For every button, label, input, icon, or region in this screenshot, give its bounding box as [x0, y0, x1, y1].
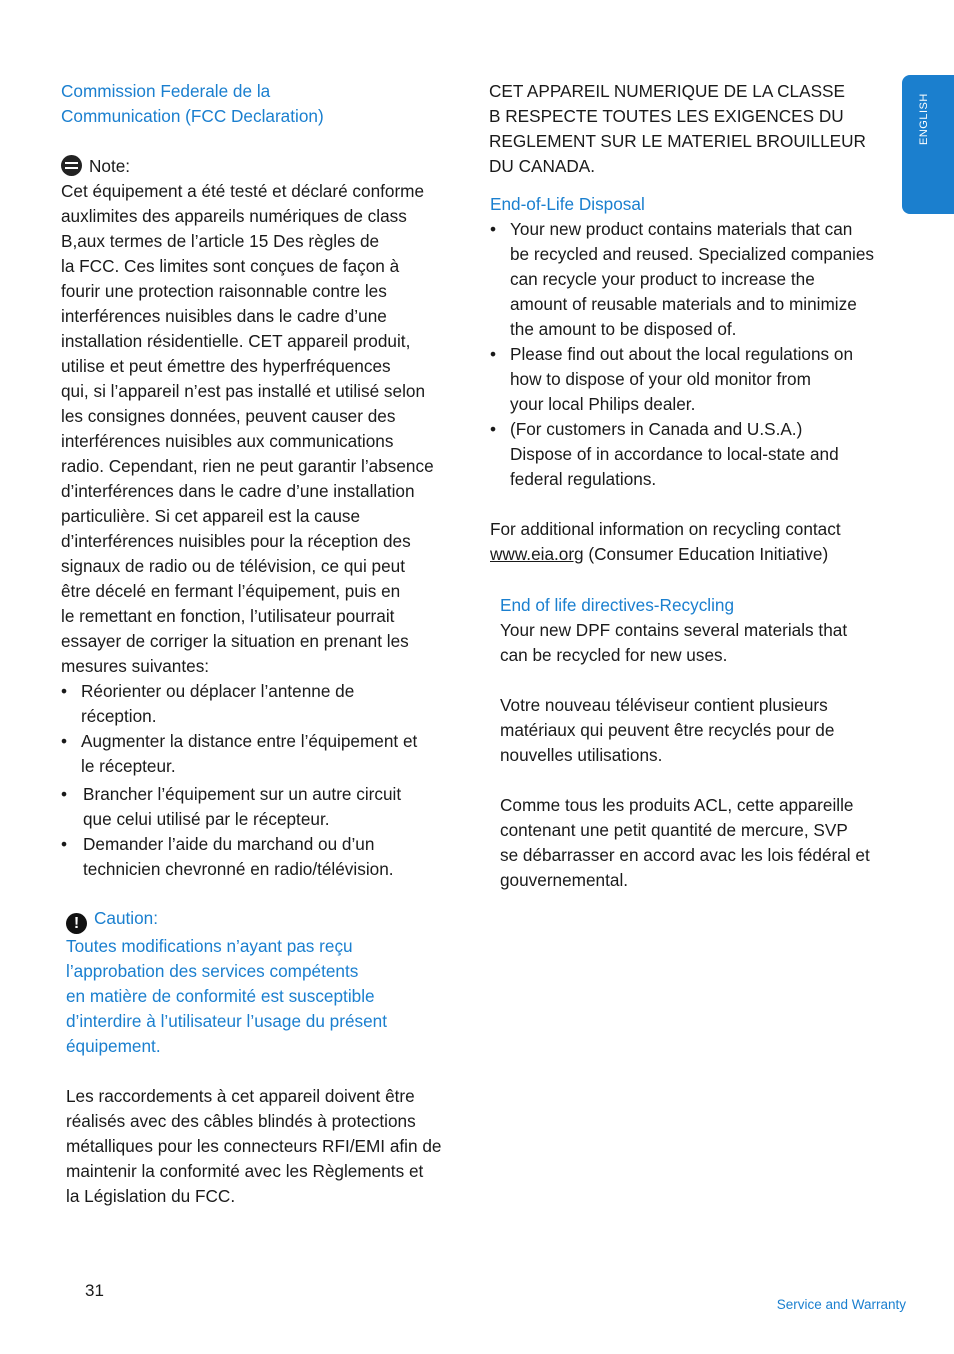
exclamation-icon: ! [66, 913, 87, 934]
footer-section-label: Service and Warranty [776, 1297, 906, 1312]
info-link-line [490, 542, 900, 567]
page-number: 31 [85, 1281, 104, 1300]
recycling-heading: End of life directives-Recycling [500, 595, 735, 615]
caution-label: Caution: [94, 908, 159, 928]
note-line: Cet équipement a été testé et déclaré conforme [61, 181, 425, 201]
note-line: les consignes données, peuvent causer des [61, 406, 396, 426]
list-item: • Your new product contains materials that can be recycled and reused. Specialized companies can recycle your product to increase the amount of reusable materials and to minimize the amount to be disposed of. [490, 219, 875, 339]
recycle-fr-line: Votre nouveau téléviseur contient plusieurs [500, 695, 828, 715]
recycle-en-line: Your new DPF contains several materials that [500, 620, 848, 640]
note-line: d’interférences nuisibles pour la réception des [61, 531, 411, 551]
info-rest: (Consumer Education Initiative) [583, 544, 829, 564]
note-icon [61, 155, 82, 176]
canada-line: B RESPECTE TOUTES LES EXIGENCES DU [489, 106, 844, 126]
note-line: fourir une protection raisonnable contre les [61, 281, 387, 301]
eol-heading: End-of-Life Disposal [490, 194, 645, 214]
recycle-fr-line: matériaux qui peuvent être recyclés pour de [500, 720, 835, 740]
note-line: installation résidentielle. CET appareil produit, [61, 331, 411, 351]
note-line: mesures suivantes: [61, 656, 210, 676]
recycling-block [500, 593, 910, 893]
note-line: B,aux termes de l’article 15 Des règles de [61, 231, 380, 251]
caution-block [66, 906, 486, 1209]
note-line: auxlimites des appareils numériques de class [61, 206, 407, 226]
note-line: le remettant en fonction, l’utilisateur pourrait [61, 606, 395, 626]
note-line: essayer de corriger la situation en prenant les [61, 631, 409, 651]
recycle-acl-line: Comme tous les produits ACL, cette appareille [500, 795, 854, 815]
caution-line: en matière de conformité est susceptible [66, 986, 375, 1006]
list-item: • Brancher l’équipement sur un autre circuit que celui utilisé par le récepteur. [61, 784, 402, 829]
cable-line: la Législation du FCC. [66, 1186, 236, 1206]
recycle-en-line: can be recycled for new uses. [500, 645, 728, 665]
fcc-heading-line-2: Communication (FCC Declaration) [61, 106, 324, 126]
list-item: • (For customers in Canada and U.S.A.) Dispose of in accordance to local-state and federal regulations. [490, 419, 839, 489]
note-line: signaux de radio ou de télévision, ce qui peut [61, 556, 405, 576]
info-line: For additional information on recycling contact [490, 519, 841, 539]
note-line: être décelé en fermant l’équipement, puis en [61, 581, 401, 601]
list-item: • Demander l’aide du marchand ou d’un technicien chevronné en radio/télévision. [61, 834, 394, 879]
eol-block [490, 192, 900, 567]
cable-line: réalisés avec des câbles blindés à protections [66, 1111, 416, 1131]
canada-line: REGLEMENT SUR LE MATERIEL BROUILLEUR [489, 131, 866, 151]
note-line: interférences nuisibles aux communications [61, 431, 394, 451]
left-column [61, 79, 481, 882]
note-header [61, 154, 481, 179]
caution-header [66, 906, 486, 934]
caution-line: Toutes modifications n’ayant pas reçu [66, 936, 353, 956]
caution-line: l’approbation des services compétents [66, 961, 359, 981]
note-line: la FCC. Ces limites sont conçues de façon à [61, 256, 400, 276]
language-tab-label: ENGLISH [918, 93, 930, 145]
note-line: d’interférences dans le cadre d’une installation [61, 481, 415, 501]
eia-link[interactable]: www.eia.org [490, 544, 584, 564]
canada-line: DU CANADA. [489, 156, 596, 176]
fcc-measures-list [61, 679, 481, 882]
note-label: Note: [89, 156, 131, 176]
note-line: qui, si l’appareil n’est pas installé et utilisé selon [61, 381, 426, 401]
note-line: interférences nuisibles dans le cadre d’une [61, 306, 387, 326]
list-item: • Augmenter la distance entre l’équipement et le récepteur. [61, 731, 418, 776]
recycle-acl-line: contenant une petit quantité de mercure, SVP [500, 820, 848, 840]
note-line: utilise et peut émettre des hyperfréquences [61, 356, 391, 376]
caution-line: équipement. [66, 1036, 161, 1056]
list-item: • Réorienter ou déplacer l’antenne de réception. [61, 681, 355, 726]
cable-line: métalliques pour les connecteurs RFI/EMI afin de [66, 1136, 442, 1156]
note-line: radio. Cependant, rien ne peut garantir l’absence [61, 456, 434, 476]
caution-line: d’interdire à l’utilisateur l’usage du présent [66, 1011, 388, 1031]
recycle-acl-line: se débarrasser en accord avac les lois fédéral et [500, 845, 870, 865]
fcc-heading-line-1: Commission Federale de la [61, 81, 271, 101]
canada-block [489, 79, 899, 179]
note-body [61, 179, 481, 679]
language-tab [902, 75, 954, 214]
cable-line: maintenir la conformité avec les Règlements et [66, 1161, 424, 1181]
recycle-fr-line: nouvelles utilisations. [500, 745, 663, 765]
cable-line: Les raccordements à cet appareil doivent être [66, 1086, 415, 1106]
note-line: particulière. Si cet appareil est la cause [61, 506, 361, 526]
recycle-acl-line: gouvernemental. [500, 870, 629, 890]
cable-paragraph [66, 1084, 486, 1209]
canada-line: CET APPAREIL NUMERIQUE DE LA CLASSE [489, 81, 845, 101]
list-item: • Please find out about the local regulations on how to dispose of your old monitor from your local Philips dealer. [490, 344, 854, 414]
